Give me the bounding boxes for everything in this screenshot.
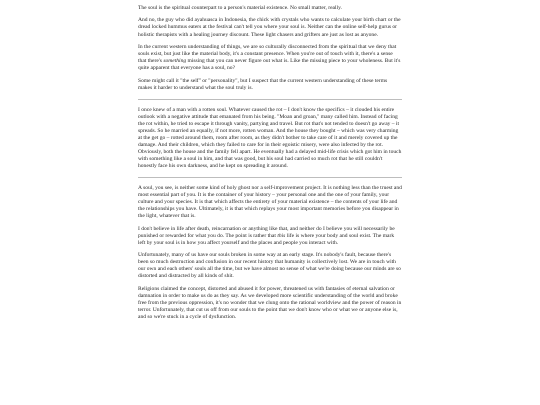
article-section-intro xyxy=(138,5,402,92)
paragraph xyxy=(138,226,402,247)
paragraph-text: In the current western understanding of things, we are so culturally disconnected from the spiritual that we deny that souls exist, but just like the material body, it's a constant presence. When you're out of touch with it, there's a sense that there's xyxy=(138,43,397,65)
paragraph: Religions claimed the concept, distorted and abused it for power, threatened us with fantasies of eternal salvation or damnation in order to make us do as they say. As we developed more scientific understanding of the world and broke free from the previous oppression, it's no wonder that we clung onto the rational worldview and the power of reason in terror. Unfortunately, that cut us off from our souls to the point that we don't know who or what we or anyone else is, and so we're stuck in a cycle of dysfunction. xyxy=(138,285,402,320)
section-divider xyxy=(138,177,402,178)
article-section-reflection xyxy=(138,185,402,321)
paragraph: I once knew of a man with a rotten soul. Whatever caused the rot – I don't know the specifics – it clouded his entire outlook with a negative attitude that emanated from his being. "Moan and groan," many called him. Instead of facing the rot within, he tried to escape it through vanity, partying and travel. But rot that's not tended to doesn't go away – it spreads. So he married an equally, if not more, rotten woman. And the house they bought – which was very charming at the get go – rotted around them, room after room, as they didn't bother to take care of it and merely covered up the damage. And their children, which they failed to care for in their egoistic misery, were also infected by the rot. Obviously, both the house and the family fell apart. He eventually had a delayed mid-life crisis which got him in touch with something like a soul in him, and that was good, but his soul had carried so much rot that he still couldn't honestly face his own darkness, and he kept on spreading it around. xyxy=(138,106,402,170)
paragraph xyxy=(138,44,402,72)
paragraph-text: life is where your body and soul exist. The mark left by your soul is in how you affect yourself and the places and people you interact with. xyxy=(138,232,395,246)
emphasized-text: this xyxy=(277,232,286,239)
paragraph-text: missing that you can never figure out what is. Like the missing piece to your wholeness. But it's quite apparent that everyone has a soul, no? xyxy=(138,58,401,72)
paragraph: And no, the guy who did ayahuasca in Indonesia, the chick with crystals who wants to calculate your birth chart or the dread locked hummus eaters at the festival can't tell you where your soul is. Neither can the online self-help gurus or holistic therapists with a healing journey discount. These light chasers and grifters are just as lost as anyone. xyxy=(138,17,401,38)
article-body xyxy=(138,5,402,326)
article-section-story xyxy=(138,107,402,170)
paragraph: The soul is the spiritual counterpart to a person's material existence. No small matter, really. xyxy=(138,5,342,11)
paragraph-text: I don't believe in life after death, reincarnation or anything like that, and neither do I believe you will necessarily be punished or rewarded for what you do. The point is rather that xyxy=(138,225,395,239)
emphasized-text: something xyxy=(163,58,187,65)
paragraph: Some might call it "the self" or "personality", but I suspect that the current western understanding of these terms makes it harder to understand what the soul truly is. xyxy=(138,77,388,91)
paragraph: Unfortunately, many of us have our souls broken in some way at an early stage. It's nobody's fault, because there's been so much destruction and confusion in our recent history that humanity is collectively lost. We are in touch with our own and each others' souls all the time, but we have almost no sense of what we're doing because our minds are so distorted and distracted by all kinds of shit. xyxy=(138,252,401,280)
paragraph: A soul, you see, is neither some kind of holy ghost nor a self-improvement project. It is nothing less than the truest and most essential part of you. It is the container of your history – your personal one and the one of your family, your culture and your species. It is that which affects the entirety of your material existence – the contents of your life and the relationships you have. Ultimately, it is that which replays your most important memories before you disappear in the light, whatever that is. xyxy=(138,185,402,220)
section-divider xyxy=(138,99,402,100)
